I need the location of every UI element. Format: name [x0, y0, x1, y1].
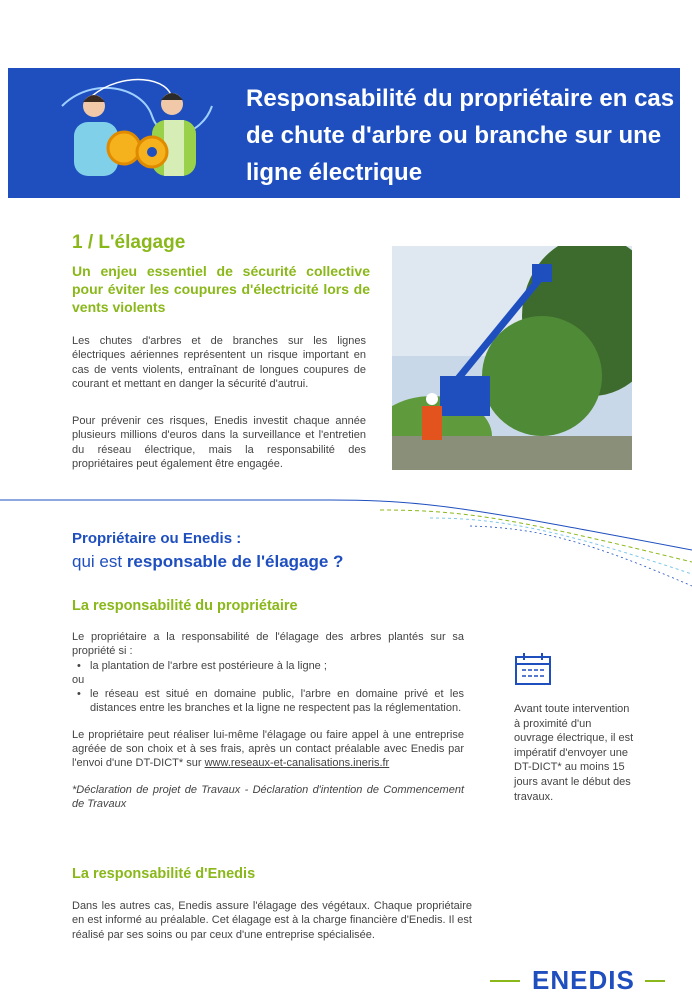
list-item: • le réseau est situé en domaine public, l'arbre en domaine privé et les distances entre les branches et la ligne ne respectent pas la réglementation.	[90, 687, 464, 716]
paragraph-prevention: Pour prévenir ces risques, Enedis investit chaque année plusieurs millions d'euros dans la surveillance et l'entretien du réseau électrique, mais la responsabilité des propriétaires peut également être engagée.	[72, 415, 366, 470]
owner-conditions-list-2	[72, 687, 464, 716]
section2-title-prefix: qui est	[72, 552, 127, 571]
paragraph-risks: Les chutes d'arbres et de branches sur les lignes électriques aériennes représentent un risque important en cas de vents violents, entraînant de longues coupures de courant et mettant en danger la sécurité d'autrui.	[72, 335, 366, 390]
section2-title-bold: responsable de l'élagage ?	[126, 552, 344, 571]
owner-intro: Le propriétaire a la responsabilité de l'élagage des arbres plantés sur sa propriété si :	[72, 631, 464, 658]
photo-tree-cutting-crane	[392, 246, 632, 470]
heading-owner-responsibility: La responsabilité du propriétaire	[72, 598, 298, 614]
owner-procedure-text: Le propriétaire peut réaliser lui-même l'élagage ou faire appel à une entreprise agréée de son choix et à ses frais, après un contact préalable avec Enedis par l'envoi d'une DT-DICT* sur	[72, 728, 464, 770]
logo-bar-right	[645, 980, 665, 982]
reseaux-canalisations-link[interactable]: www.reseaux-et-canalisations.ineris.fr	[204, 757, 390, 770]
owner-or: ou	[72, 673, 85, 686]
illustration-two-people-cable	[52, 76, 222, 192]
footnote-dt-dict: *Déclaration de projet de Travaux - Déclaration d'intention de Commencement de Travaux	[72, 783, 464, 810]
owner-procedure	[72, 728, 464, 771]
logo-bar-left	[490, 980, 520, 982]
section-lead: Un enjeu essentiel de sécurité collective pour éviter les coupures d'électricité lors de vents violents	[72, 263, 370, 315]
section-heading-elagage: 1 / L'élagage	[72, 232, 186, 253]
owner-conditions-list	[72, 659, 464, 673]
section2-title-line2	[72, 552, 343, 572]
page-title: Responsabilité du propriétaire en cas de chute d'arbre ou branche sur une ligne électrique	[246, 85, 675, 186]
callout-dt-dict-reminder: Avant toute intervention à proximité d'un ouvrage électrique, il est impératif d'envoyer une DT-DICT* au moins 15 jours avant le début des travaux.	[514, 703, 634, 803]
owner-responsibility-block	[72, 630, 464, 811]
enedis-logo: ENEDIS	[532, 965, 635, 995]
heading-enedis-responsibility: La responsabilité d'Enedis	[72, 866, 256, 882]
section2-title-line1: Propriétaire ou Enedis :	[72, 530, 242, 547]
enedis-responsibility-text: Dans les autres cas, Enedis assure l'élagage des végétaux. Chaque propriétaire en est informé au préalable. Cet élagage est à la charge financière d'Enedis. Il est réalisé par ses soins ou par ceux d'une entreprise spécialisée.	[72, 900, 472, 941]
list-item: • la plantation de l'arbre est postérieure à la ligne ;	[90, 659, 464, 673]
calendar-icon	[514, 652, 552, 686]
